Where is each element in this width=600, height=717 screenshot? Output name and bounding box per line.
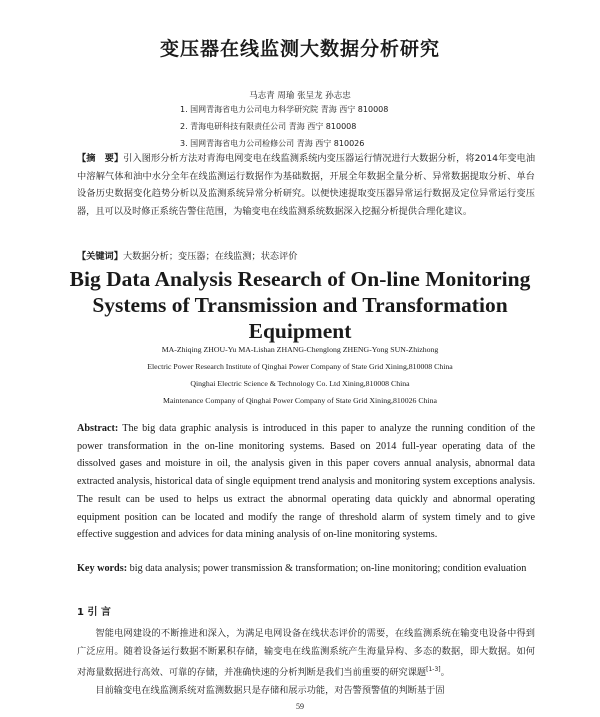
page-number: 59 (296, 702, 304, 711)
abstract-en-label: Abstract: (77, 423, 119, 434)
body-paragraph-1-end: 。 (440, 667, 450, 679)
affiliation-en-2: Qinghai Electric Science & Technology Co. Ltd Xining,810008 China (190, 379, 410, 388)
body-text-cn (77, 625, 535, 700)
abstract-cn (77, 150, 535, 220)
affiliation-cn-2: 2. 青海电研科技有限责任公司 青海 西宁 810008 (180, 122, 357, 131)
keywords-cn-label: 【关键词】 (77, 251, 123, 262)
authors-en: MA-Zhiqing ZHOU-Yu MA-Lishan ZHANG-Chenglong ZHENG-Yong SUN-Zhizhong (161, 345, 439, 354)
abstract-cn-text: 引入图形分析方法对青海电网变电在线监测系统内变压器运行情况进行大数据分析，将2014年变电油中溶解气体和油中水分全年在线监测运行数据作为基础数据，开展全年数据全量分析、异常数据提取分析、单台设备历史数据变化趋势分析以及监测系统异常分析研究。以便快速提取变压器异常运行数据及定位异常运行变压器，且可以及时修正系统告警住范围，为输变电在线监测系统数据深入挖掘分析提供合理化建议。 (77, 153, 536, 217)
affiliation-en-1: Electric Power Research Institute of Qinghai Power Company of State Grid Xining,810008 China (147, 362, 453, 371)
affiliation-cn-3: 3. 国网青海省电力公司检修公司 青海 西宁 810026 (180, 139, 365, 148)
abstract-en (77, 420, 535, 544)
paper-title-en: Big Data Analysis Research of On-line Monitoring Systems of Transmission and Transformation Equipment (69, 267, 531, 343)
authors-cn: 马志青 周瑜 张呈龙 孙志忠 (249, 91, 351, 101)
citation-ref: [1-3] (426, 666, 441, 673)
affiliation-en-3: Maintenance Company of Qinghai Power Company of State Grid Xining,810026 China (163, 396, 437, 405)
keywords-cn (77, 248, 535, 262)
keywords-en (77, 560, 535, 578)
keywords-cn-text: 大数据分析；变压器；在线监测；状态评价 (122, 251, 298, 262)
keywords-en-label: Key words: (77, 563, 128, 574)
abstract-en-text: The big data graphic analysis is introduced in this paper to analyze the running condition of the power transformation in the on-line monitoring systems. Based on 2014 full-year operating data of the dissolved gases and moisture in oil, the analysis given in this paper covers annual analysis, abnormal data extracted analysis, historical data of single equipment trend analysis and monitoring system exceptions analysis. The result can be used to helps us extract the abnormal operating data quickly and abnormal operating equipment position can be located and modify the range of threshold alarm of system timely and to give effective suggestion and advices for data mining analysis of on-line monitoring systems. (77, 423, 535, 541)
body-paragraph-1-text: 智能电网建设的不断推进和深入，为满足电网设备在线状态评价的需要，在线监测系统在输变电设备中得到广泛应用。随着设备运行数据不断累积存储，输变电在线监测系统产生海量异构、多态的数据，即大数据。如何对海量数据进行高效、可靠的存储，并准确快速的分析判断是我们当前重要的研究课题 (77, 628, 535, 679)
body-paragraph-1 (77, 625, 535, 682)
section-heading-introduction: 1 引 言 (77, 607, 111, 618)
body-paragraph-2: 目前输变电在线监测系统对监测数据只是存储和展示功能，对告警预警值的判断基于固 (95, 685, 445, 697)
keywords-en-text: big data analysis; power transmission & transformation; on-line monitoring; condition evaluation (129, 563, 527, 574)
abstract-cn-label: 【摘 要】 (77, 153, 124, 164)
affiliation-cn-1: 1. 国网青海省电力公司电力科学研究院 青海 西宁 810008 (180, 105, 389, 114)
paper-title-cn: 变压器在线监测大数据分析研究 (159, 38, 440, 60)
